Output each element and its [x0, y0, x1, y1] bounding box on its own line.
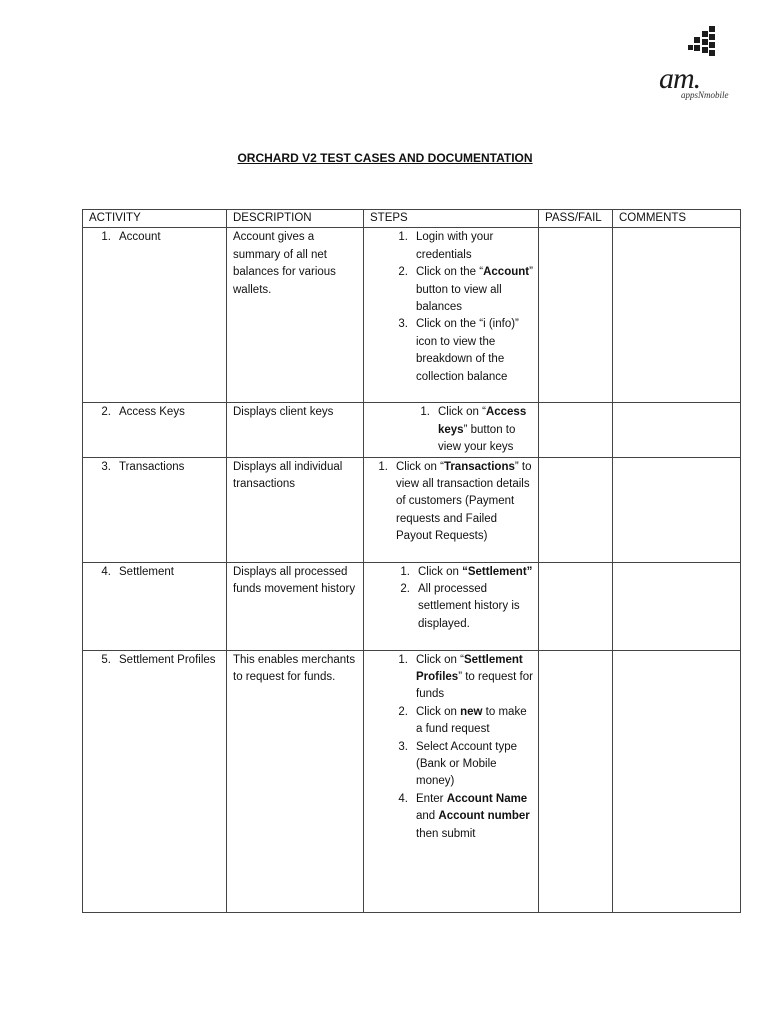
step-item: 1. Click on “Settlement Profiles” to request for funds	[398, 653, 533, 701]
pass-fail-cell	[539, 228, 613, 403]
step-item: 1. Click on “Access keys” button to view your keys	[420, 406, 527, 454]
step-item: 3. Select Account type (Bank or Mobile money)	[398, 740, 518, 788]
table-row	[83, 403, 741, 457]
step-item: 2. All processed settlement history is displayed.	[400, 583, 520, 630]
steps-cell	[364, 403, 539, 457]
steps-cell	[364, 562, 539, 650]
description-cell: Account gives a summary of all net balances for various wallets.	[227, 228, 364, 403]
comments-cell	[613, 650, 741, 912]
table-row	[83, 457, 741, 562]
pass-fail-cell	[539, 457, 613, 562]
step-item: 1. Login with your credentials	[398, 231, 494, 261]
step-item: 2. Click on the “Account” button to view all balances	[398, 266, 533, 314]
table-row	[83, 650, 741, 912]
activity-cell: 3. Transactions	[83, 457, 227, 562]
activity-cell: 4. Settlement	[83, 562, 227, 650]
step-item: 1. Click on “Transactions” to view all transaction details of customers (Payment requests and Failed Payout Requests)	[378, 460, 532, 543]
pass-fail-cell	[539, 562, 613, 650]
logo-tagline: appsNmobile	[681, 90, 729, 100]
description-cell: Displays client keys	[227, 403, 364, 457]
description-cell: Displays all individual transactions	[227, 457, 364, 562]
activity-cell: 1. Account	[83, 228, 227, 403]
header-description: DESCRIPTION	[227, 210, 364, 228]
table-header-row	[83, 210, 741, 228]
comments-cell	[613, 457, 741, 562]
steps-cell	[364, 650, 539, 912]
activity-cell: 5. Settlement Profiles	[83, 650, 227, 912]
appsnmobile-logo	[655, 26, 747, 106]
header-steps: STEPS	[364, 210, 539, 228]
step-item: 2. Click on new to make a fund request	[398, 705, 527, 736]
logo-grid-icon	[688, 26, 718, 62]
header-comments: COMMENTS	[613, 210, 741, 228]
header-pass-fail: PASS/FAIL	[539, 210, 613, 228]
step-item: 3. Click on the “i (info)” icon to view the breakdown of the collection balance	[398, 318, 519, 383]
table-row	[83, 228, 741, 403]
comments-cell	[613, 403, 741, 457]
steps-cell	[364, 228, 539, 403]
document-title: ORCHARD V2 TEST CASES AND DOCUMENTATION	[237, 151, 533, 165]
table-row	[83, 562, 741, 650]
logo-wordmark: am.	[659, 62, 701, 95]
steps-cell	[364, 457, 539, 562]
activity-cell: 2. Access Keys	[83, 403, 227, 457]
step-item: 1. Click on “Settlement”	[400, 565, 533, 578]
comments-cell	[613, 562, 741, 650]
test-case-table	[82, 209, 741, 913]
description-cell: Displays all processed funds movement history	[227, 562, 364, 650]
header-activity: ACTIVITY	[83, 210, 227, 228]
description-cell: This enables merchants to request for funds.	[227, 650, 364, 912]
step-item: 4. Enter Account Name and Account number then submit	[398, 792, 530, 840]
pass-fail-cell	[539, 403, 613, 457]
pass-fail-cell	[539, 650, 613, 912]
comments-cell	[613, 228, 741, 403]
